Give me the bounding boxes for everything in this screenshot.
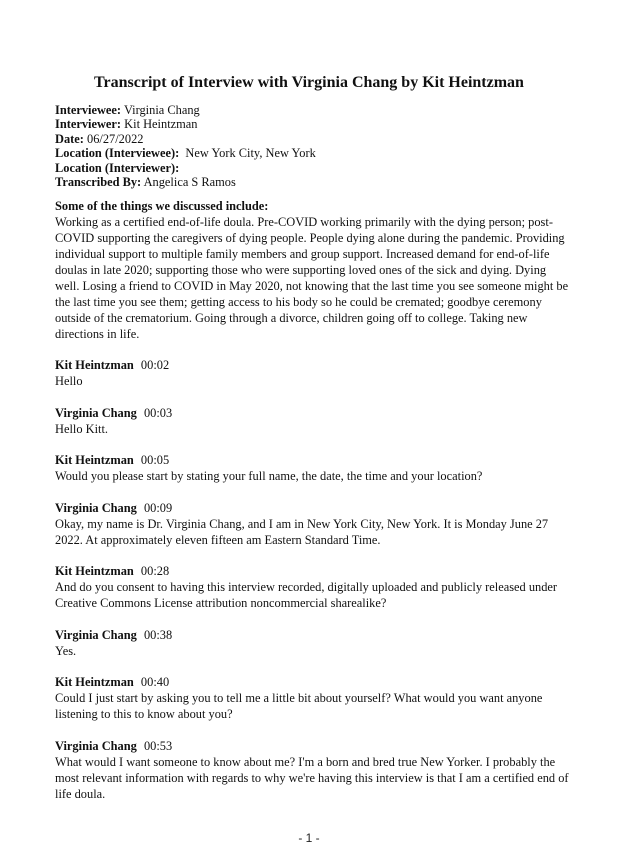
- timestamp: 00:09: [143, 500, 173, 515]
- metadata-label: Interviewee:: [55, 103, 122, 117]
- metadata-row-location-interviewer: [55, 161, 570, 175]
- summary-text: Working as a certified end-of-life doula. Pre-COVID working primarily with the dying person; post-COVID supporting the caregivers of dying people. People dying alone during the pandemic. Providing individual support to multiple family members and group support. Increased demand for end-of-life doulas in late 2020; supporting those who were supporting loved ones of the sick and dying. Dying well. Losing a friend to COVID in May 2020, not knowing that the last time you see someone might be the last time you see them; getting access to his body so he could be cremated; goodbye ceremony outside of the crematorium. Going through a divorce, children going off to college. Taking new directions in life.: [55, 215, 569, 342]
- turn-text: And do you consent to having this interview recorded, digitally uploaded and publicly released under Creative Commons License attribution noncommercial sharealike?: [55, 580, 558, 611]
- turn-text: Okay, my name is Dr. Virginia Chang, and I am in New York City, New York. It is Monday June 27 2022. At approximately eleven fifteen am Eastern Standard Time.: [55, 516, 549, 547]
- speaker-name: Kit Heintzman: [55, 358, 134, 373]
- page-number: - 1 -: [298, 831, 320, 846]
- transcript: [55, 357, 570, 802]
- turn-text: Would you please start by stating your full name, the date, the time and your location?: [55, 469, 483, 484]
- timestamp: 00:38: [143, 627, 173, 642]
- speaker-name: Virginia Chang: [55, 500, 137, 515]
- metadata-value: 06/27/2022: [87, 131, 144, 146]
- metadata-label: Date:: [55, 131, 84, 146]
- turn-text: Hello Kitt.: [55, 421, 108, 436]
- timestamp: 00:05: [140, 453, 170, 468]
- page-footer: [55, 817, 563, 865]
- timestamp: 00:28: [140, 564, 170, 579]
- metadata-row-interviewer: [55, 117, 570, 131]
- metadata-row-location-interviewee: [55, 146, 570, 160]
- transcript-turn: [55, 674, 570, 722]
- metadata-row-interviewee: [55, 103, 570, 117]
- turn-text: Yes.: [55, 643, 77, 658]
- transcript-turn: [55, 357, 570, 389]
- speaker-name: Virginia Chang: [55, 405, 137, 420]
- summary-heading: Some of the things we discussed include:: [55, 199, 269, 214]
- speaker-name: Virginia Chang: [55, 627, 137, 642]
- turn-text: What would I want someone to know about me? I'm a born and bred true New Yorker. I probably the most relevant information with regards to why we're having this interview is that I am a certified end of life doula.: [55, 754, 569, 801]
- transcript-turn: [55, 738, 570, 802]
- document-title: Transcript of Interview with Virginia Chang by Kit Heintzman: [94, 74, 524, 91]
- summary-section: [55, 198, 570, 342]
- metadata-value: Kit Heintzman: [124, 117, 198, 132]
- timestamp: 00:40: [140, 675, 170, 690]
- metadata-row-transcribed-by: [55, 175, 570, 189]
- metadata-label: Interviewer:: [55, 117, 122, 132]
- metadata-label: Location (Interviewer):: [55, 160, 180, 175]
- metadata-value: Angelica S Ramos: [143, 175, 236, 190]
- speaker-name: Kit Heintzman: [55, 564, 134, 579]
- transcript-turn: [55, 405, 570, 437]
- metadata-label: Location (Interviewee):: [55, 146, 180, 161]
- metadata-value: Virginia Chang: [123, 103, 200, 117]
- speaker-name: Kit Heintzman: [55, 453, 134, 468]
- turn-text: Hello: [55, 374, 83, 389]
- transcript-turn: [55, 563, 570, 611]
- metadata-row-date: [55, 132, 570, 146]
- transcript-turn: [55, 452, 570, 484]
- metadata-label: Transcribed By:: [55, 175, 142, 190]
- timestamp: 00:02: [140, 358, 170, 373]
- turn-text: Could I just start by asking you to tell me a little bit about yourself? What would you want anyone listening to this to know about you?: [55, 691, 543, 722]
- metadata-block: [55, 103, 570, 189]
- speaker-name: Kit Heintzman: [55, 675, 134, 690]
- metadata-value: New York City, New York: [182, 146, 316, 161]
- transcript-turn: [55, 500, 570, 548]
- timestamp: 00:03: [143, 405, 173, 420]
- speaker-name: Virginia Chang: [55, 738, 137, 753]
- timestamp: 00:53: [143, 738, 173, 753]
- transcript-turn: [55, 627, 570, 659]
